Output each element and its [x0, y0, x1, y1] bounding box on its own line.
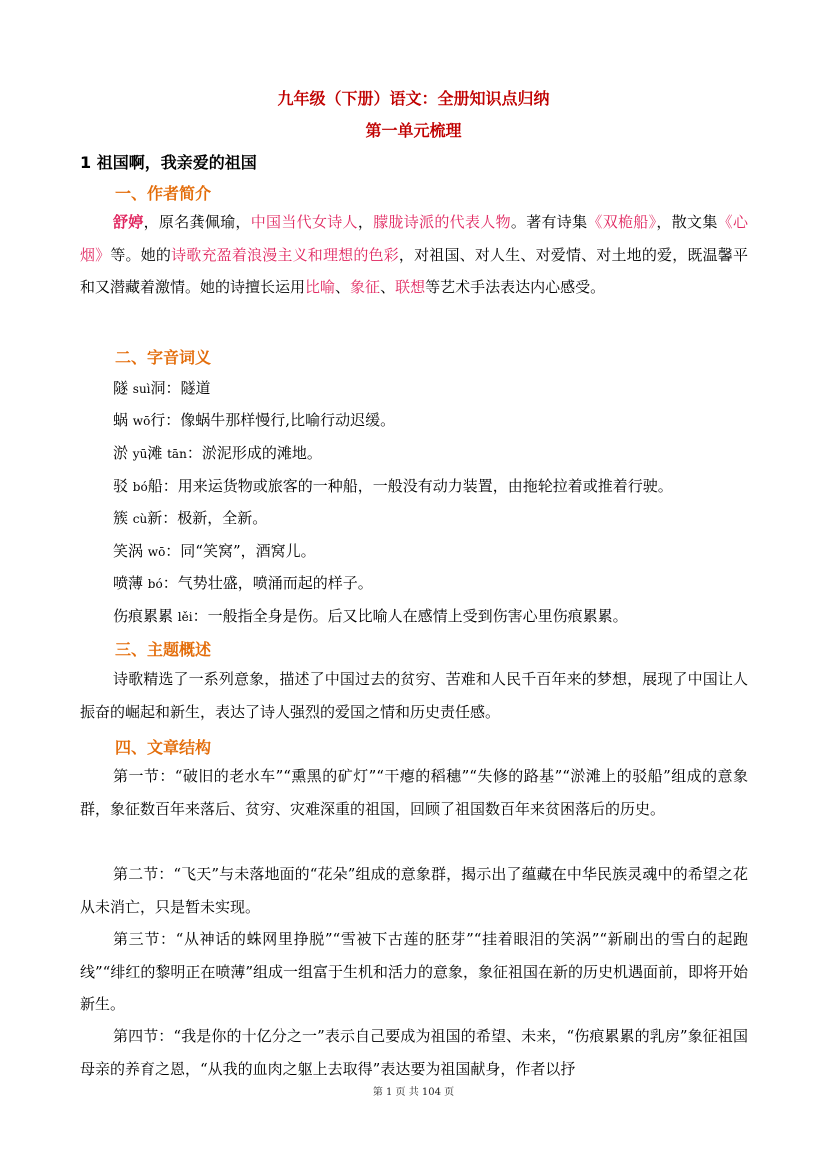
vocab-item: 笑涡 wō：同“笑窝”，酒窝儿。 — [113, 542, 316, 560]
page-footer: 第 1 页 共 104 页 — [372, 1087, 455, 1098]
theme-paragraph: 诗歌精选了一系列意象，描述了中国过去的贫穷、苦难和人民千百年来的梦想，展现了中国让人振奋的崛起和新生，表达了诗人强烈的爱国之情和历史责任感。 — [80, 670, 748, 721]
structure-paragraph-3: 第三节：“从神话的蛛网里挣脱”“雪被下古莲的胚芽”“挂着眼泪的笑涡”“新刷出的雪白的起跑线”“绯红的黎明正在喷薄”组成一组富于生机和活力的意象，象征祖国在新的历史机遇面前，即将开始新生。 — [80, 930, 749, 1013]
document-title: 九年级（下册）语文：全册知识点归纳 — [277, 89, 550, 108]
vocab-item: 淤 yū滩 tān：淤泥形成的滩地。 — [113, 444, 322, 462]
lesson-title: 1 祖国啊，我亲爱的祖国 — [80, 153, 257, 172]
highlight: 诗歌充盈着浪漫主义和理想的色彩 — [171, 245, 399, 264]
technique: 比喻 — [305, 278, 336, 296]
structure-paragraph-1: 第一节：“破旧的老水车”“熏黑的矿灯”“干瘪的稻穗”“失修的路基”“淤滩上的驳船”组成的意象群，象征数百年来落后、贫穷、灾难深重的祖国，回顾了祖国数百年来贫困落后的历史。 — [80, 767, 748, 818]
highlight: 朦胧诗派的代表人物 — [373, 213, 511, 231]
heading-theme: 三、主题概述 — [115, 640, 212, 659]
vocab-item: 喷薄 bó：气势壮盛，喷涌而起的样子。 — [113, 574, 373, 592]
vocab-item: 簇 cù新：极新，全新。 — [113, 509, 268, 527]
highlight: 中国当代女诗人 — [250, 213, 358, 231]
author-paragraph: 舒婷，原名龚佩瑜，中国当代女诗人，朦胧诗派的代表人物。著有诗集《双桅船》，散文集《心烟》等。她的诗歌充盈着浪漫主义和理想的色彩，对祖国、对人生、对爱情、对土地的爱，既温馨平和又潜藏着激情。她的诗擅长运用比喻、象征、联想等艺术手法表达内心感受。 — [80, 213, 748, 296]
structure-paragraph-4: 第四节：“我是你的十亿分之一”表示自己要成为祖国的希望、未来，“伤痕累累的乳房”象征祖国母亲的养育之恩，“从我的血肉之躯上去取得”表达要为祖国献身，作者以抒 — [80, 1027, 748, 1078]
vocab-item: 伤痕累累 lěi：一般指全身是伤。后又比喻人在感情上受到伤害心里伤痕累累。 — [113, 607, 628, 625]
vocab-item: 驳 bó船：用来运货物或旅客的一种船，一般没有动力装置，由拖轮拉着或推着行驶。 — [113, 477, 673, 495]
vocab-item: 蜗 wō行：像蜗牛那样慢行,比喻行动迟缓。 — [113, 411, 396, 429]
book-title: 《双桅船》 — [587, 213, 657, 231]
heading-author: 一、作者简介 — [115, 184, 212, 203]
technique: 象征 — [350, 278, 381, 296]
vocab-item: 隧 suì洞：隧道 — [113, 379, 211, 397]
author-name: 舒婷 — [113, 213, 144, 231]
book-title: 《心烟》 — [80, 213, 748, 264]
structure-paragraph-2: 第二节：“飞天”与未落地面的“花朵”组成的意象群，揭示出了蕴藏在中华民族灵魂中的希望之花从未消亡，只是暂未实现。 — [80, 865, 748, 916]
unit-subtitle: 第一单元梳理 — [365, 121, 462, 140]
technique: 联想 — [395, 278, 426, 296]
heading-structure: 四、文章结构 — [115, 738, 212, 757]
heading-vocab: 二、字音词义 — [115, 348, 212, 367]
